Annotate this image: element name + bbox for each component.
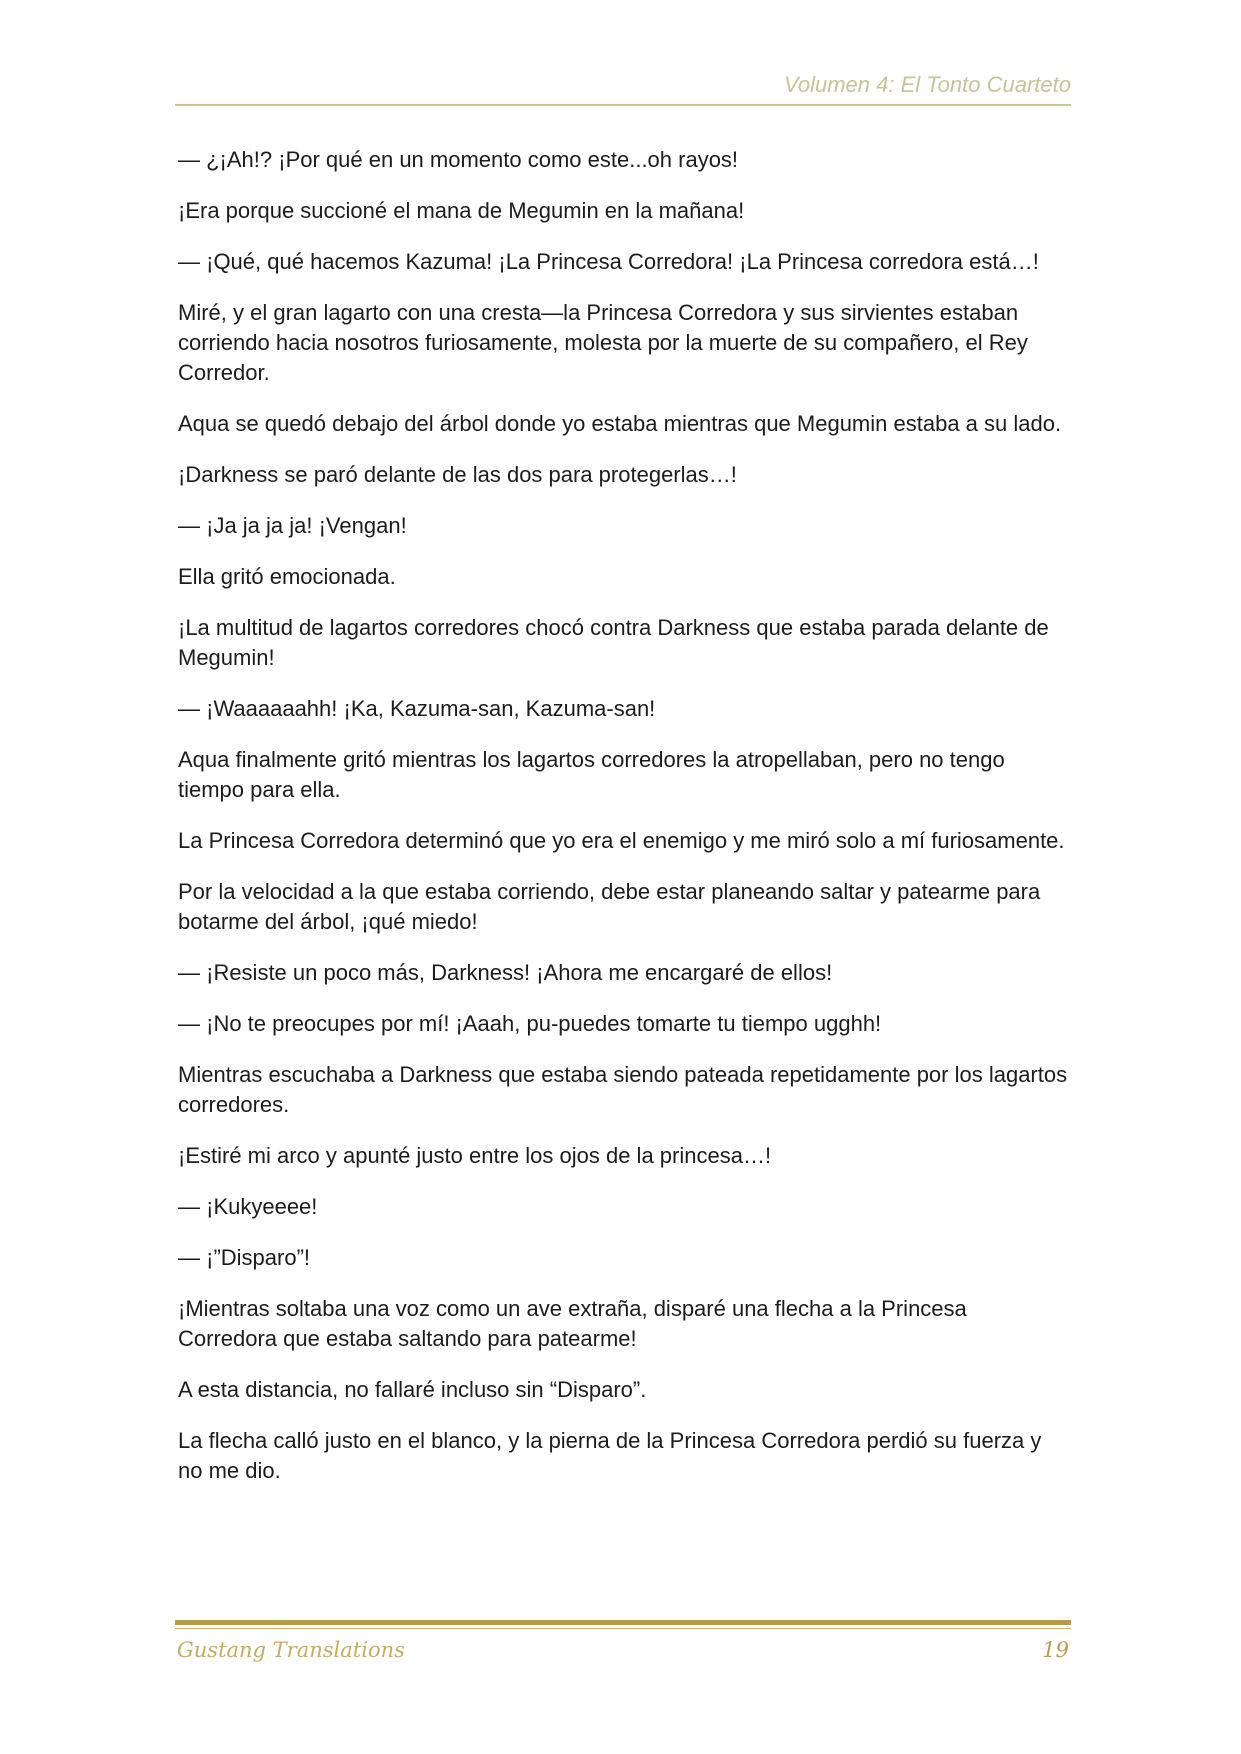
paragraph: — ¡No te preocupes por mí! ¡Aaah, pu-puedes tomarte tu tiempo ugghh!	[178, 1011, 882, 1036]
footer-credit: Gustang Translations	[177, 1638, 405, 1662]
paragraph: ¡Estiré mi arco y apunté justo entre los ojos de la princesa…!	[178, 1143, 772, 1168]
paragraph: Aqua finalmente gritó mientras los lagartos corredores la atropellaban, pero no tengo tiempo para ella.	[178, 747, 1005, 802]
paragraph: ¡Darkness se paró delante de las dos para protegerlas…!	[178, 462, 737, 487]
paragraph: — ¡Ja ja ja ja! ¡Vengan!	[178, 513, 407, 538]
page-number: 19	[1042, 1638, 1069, 1662]
paragraph: ¡Mientras soltaba una voz como un ave extraña, disparé una flecha a la Princesa Corredora que estaba saltando para patearme!	[178, 1296, 967, 1351]
running-header-title: Volumen 4: El Tonto Cuarteto	[784, 72, 1071, 97]
paragraph: — ¡”Disparo”!	[178, 1245, 311, 1270]
paragraph: — ¡Resiste un poco más, Darkness! ¡Ahora me encargaré de ellos!	[178, 960, 833, 985]
paragraph: — ¡Qué, qué hacemos Kazuma! ¡La Princesa Corredora! ¡La Princesa corredora está…!	[178, 249, 1039, 274]
paragraph: La Princesa Corredora determinó que yo era el enemigo y me miró solo a mí furiosamente.	[178, 828, 1065, 853]
paragraph: Aqua se quedó debajo del árbol donde yo estaba mientras que Megumin estaba a su lado.	[178, 411, 1062, 436]
footer-rule-thin	[175, 1628, 1071, 1629]
paragraph: — ¡Waaaaaahh! ¡Ka, Kazuma-san, Kazuma-san!	[178, 696, 656, 721]
paragraph: Ella gritó emocionada.	[178, 564, 396, 589]
paragraph: ¡La multitud de lagartos corredores chocó contra Darkness que estaba parada delante de Megumin!	[178, 615, 1049, 670]
page-header	[175, 70, 1071, 106]
paragraph: Mientras escuchaba a Darkness que estaba siendo pateada repetidamente por los lagartos corredores.	[178, 1062, 1068, 1117]
page-body	[178, 145, 1070, 1507]
paragraph: La flecha calló justo en el blanco, y la pierna de la Princesa Corredora perdió su fuerza y no me dio.	[178, 1428, 1042, 1483]
paragraph: Miré, y el gran lagarto con una cresta—la Princesa Corredora y sus sirvientes estaban corriendo hacia nosotros furiosamente, molesta por la muerte de su compañero, el Rey Corredor.	[178, 300, 1028, 385]
paragraph: A esta distancia, no fallaré incluso sin “Disparo”.	[178, 1377, 647, 1402]
footer-rule	[175, 1620, 1071, 1625]
paragraph: — ¡Kukyeeee!	[178, 1194, 318, 1219]
header-rule	[175, 104, 1071, 106]
page-footer	[175, 1620, 1071, 1680]
paragraph: Por la velocidad a la que estaba corriendo, debe estar planeando saltar y patearme para botarme del árbol, ¡qué miedo!	[178, 879, 1041, 934]
paragraph: — ¿¡Ah!? ¡Por qué en un momento como este...oh rayos!	[178, 147, 739, 172]
paragraph: ¡Era porque succioné el mana de Megumin en la mañana!	[178, 198, 745, 223]
